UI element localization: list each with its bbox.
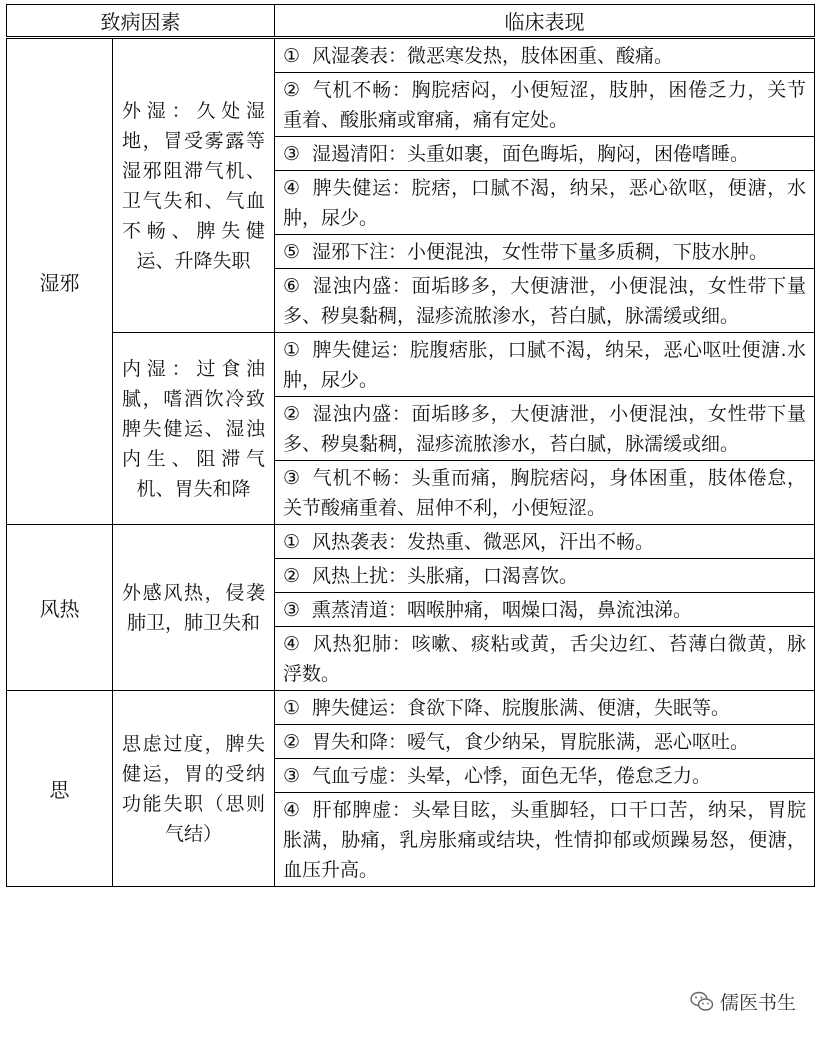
symptom-text: 湿浊内盛：面垢眵多，大便溏泄，小便混浊，女性带下量多、秽臭黏稠，湿疹流脓渗水，苔白腻，脉濡缓或细。 xyxy=(283,275,806,327)
item-number: ② xyxy=(283,79,301,101)
symptom-cell xyxy=(275,593,815,627)
symptom-cell xyxy=(275,525,815,559)
symptom-cell xyxy=(275,269,815,333)
symptom-text: 气机不畅：胸脘痞闷，小便短涩，肢肿，困倦乏力，关节重着、酸胀痛或窜痛，痛有定处。 xyxy=(283,79,806,131)
item-number: ① xyxy=(283,45,301,67)
symptom-cell xyxy=(275,759,815,793)
item-number: ① xyxy=(283,697,301,719)
symptom-cell xyxy=(275,171,815,235)
symptom-cell xyxy=(275,73,815,137)
item-number: ② xyxy=(283,565,301,587)
item-number: ③ xyxy=(283,599,301,621)
item-number: ② xyxy=(283,403,301,425)
symptom-text: 气血亏虚：头晕，心悸，面色无华，倦怠乏力。 xyxy=(312,765,712,787)
table-row xyxy=(7,525,815,559)
cause-cell xyxy=(113,333,275,525)
cause-text: 外感风热，侵袭肺卫，肺卫失和 xyxy=(122,581,265,634)
item-number: ⑤ xyxy=(283,241,301,263)
symptom-text: 肝郁脾虚：头晕目眩，头重脚轻，口干口苦，纳呆，胃脘胀满，胁痛，乳房胀痛或结块，性情抑郁或烦躁易怒，便溏，血压升高。 xyxy=(283,799,806,881)
symptom-text: 脾失健运：脘痞，口腻不渴，纳呆，恶心欲呕，便溏，水肿，尿少。 xyxy=(283,177,806,229)
symptom-cell xyxy=(275,725,815,759)
symptom-cell xyxy=(275,627,815,691)
symptom-text: 胃失和降：嗳气，食少纳呆，胃脘胀满，恶心呕吐。 xyxy=(312,731,750,753)
symptom-text: 风热上扰：头胀痛，口渴喜饮。 xyxy=(312,565,579,587)
symptom-cell xyxy=(275,38,815,73)
table-body xyxy=(7,38,815,887)
symptom-cell xyxy=(275,137,815,171)
wechat-logo-icon xyxy=(690,991,714,1013)
factor-cell: 思 xyxy=(7,691,113,887)
table-row xyxy=(7,333,815,397)
cause-text: 外湿：久处湿地，冒受雾露等湿邪阻滞气机、卫气失和、气血不畅、脾失健运、升降失职 xyxy=(122,99,265,272)
watermark-text: 儒医书生 xyxy=(720,992,797,1014)
symptom-cell xyxy=(275,793,815,887)
symptom-text: 风湿袭表：微恶寒发热，肢体困重、酸痛。 xyxy=(312,45,674,67)
item-number: ③ xyxy=(283,467,301,489)
header-pathogenic-factor: 致病因素 xyxy=(7,5,275,38)
factor-cell: 湿邪 xyxy=(7,38,113,525)
symptom-text: 气机不畅：头重而痛，胸脘痞闷，身体困重，肢体倦怠，关节酸痛重着、屈伸不利，小便短涩。 xyxy=(283,467,806,519)
symptom-cell xyxy=(275,691,815,725)
item-number: ③ xyxy=(283,143,301,165)
item-number: ④ xyxy=(283,799,301,821)
item-number: ④ xyxy=(283,177,301,199)
item-number: ① xyxy=(283,531,301,553)
symptom-text: 风热袭表：发热重、微恶风，汗出不畅。 xyxy=(312,531,655,553)
table-row xyxy=(7,38,815,73)
symptom-cell xyxy=(275,333,815,397)
item-number: ④ xyxy=(283,633,301,655)
symptom-text: 风热犯肺：咳嗽、痰粘或黄，舌尖边红、苔薄白微黄，脉浮数。 xyxy=(283,633,806,685)
symptom-text: 湿浊内盛：面垢眵多，大便溏泄，小便混浊，女性带下量多、秽臭黏稠，湿疹流脓渗水，苔白腻，脉濡缓或细。 xyxy=(283,403,806,455)
item-number: ⑥ xyxy=(283,275,301,297)
symptom-cell xyxy=(275,397,815,461)
table-row xyxy=(7,691,815,725)
symptom-text: 湿邪下注：小便混浊，女性带下量多质稠，下肢水肿。 xyxy=(312,241,769,263)
symptom-text: 湿遏清阳：头重如裹，面色晦垢，胸闷，困倦嗜睡。 xyxy=(312,143,750,165)
cause-cell xyxy=(113,525,275,691)
cause-text: 内湿：过食油腻，嗜酒饮冷致脾失健运、湿浊内生、阻滞气机、胃失和降 xyxy=(122,357,265,500)
header-clinical-manifestation: 临床表现 xyxy=(275,5,815,38)
pathogenic-factors-table xyxy=(6,4,815,887)
symptom-cell xyxy=(275,461,815,525)
item-number: ③ xyxy=(283,765,301,787)
item-number: ② xyxy=(283,731,301,753)
symptom-text: 熏蒸清道：咽喉肿痛，咽燥口渴，鼻流浊涕。 xyxy=(312,599,693,621)
table-header-row xyxy=(7,5,815,38)
item-number: ① xyxy=(283,339,301,361)
factor-cell: 风热 xyxy=(7,525,113,691)
symptom-cell xyxy=(275,235,815,269)
cause-cell xyxy=(113,691,275,887)
cause-cell xyxy=(113,38,275,333)
cause-text: 思虑过度，脾失健运，胃的受纳功能失职（思则气结） xyxy=(122,732,265,845)
symptom-text: 脾失健运：食欲下降、脘腹胀满、便溏，失眠等。 xyxy=(312,697,731,719)
symptom-cell xyxy=(275,559,815,593)
watermark xyxy=(690,988,796,1015)
symptom-text: 脾失健运：脘腹痞胀，口腻不渴，纳呆，恶心呕吐便溏.水肿，尿少。 xyxy=(283,339,806,391)
